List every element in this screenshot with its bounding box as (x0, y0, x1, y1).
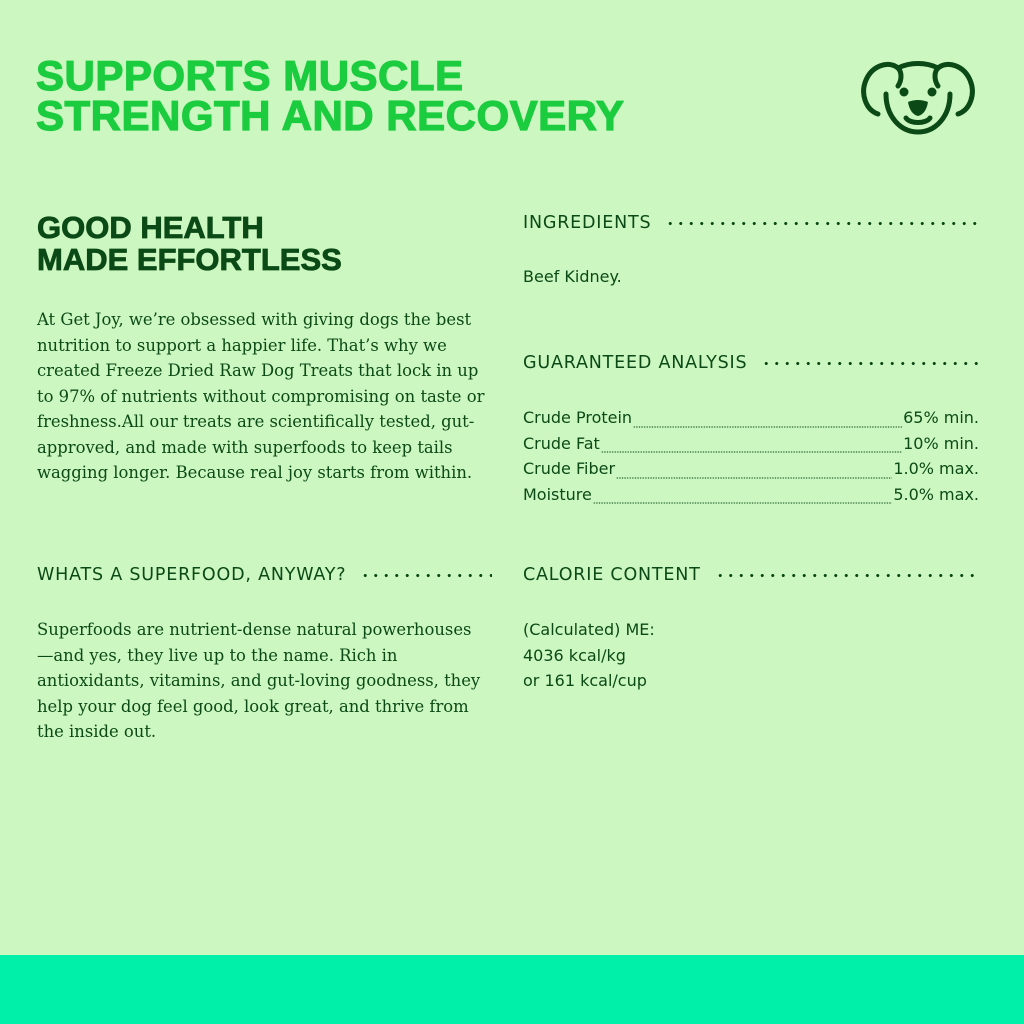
analysis-row (523, 485, 979, 511)
dotted-leader (633, 426, 902, 428)
dog-face-icon (856, 54, 980, 138)
superfood-heading (37, 565, 492, 585)
analysis-value: 1.0% max. (893, 459, 979, 478)
ingredients-heading (523, 213, 979, 233)
analysis-label: Crude Protein (523, 408, 633, 427)
calorie-content-text (523, 617, 655, 694)
calorie-line-2: 4036 kcal/kg (523, 645, 626, 665)
intro-paragraph: At Get Joy, we’re obsessed with giving dogs the best nutrition to support a happier life. That’s why we created Freeze Dried Raw Dog Treats that lock in up to 97% of nutrients without compromising on taste or freshness.All our treats are scientifically tested, gut-approved, and made with superfoods to keep tails wagging longer. Because real joy starts from within. (37, 310, 485, 482)
calorie-content-heading (523, 565, 979, 585)
ingredients-heading-label: INGREDIENTS (523, 213, 652, 233)
intro-title-line-2: MADE EFFORTLESS (37, 242, 342, 277)
dotted-leader (616, 477, 892, 479)
analysis-value: 5.0% max. (893, 484, 979, 504)
dotted-rule (665, 222, 979, 225)
calorie-line-3: or 161 kcal/cup (523, 671, 647, 690)
calorie-line-1: (Calculated) ME: (523, 620, 655, 639)
analysis-label: Moisture (523, 484, 592, 504)
guaranteed-analysis-heading-label: GUARANTEED ANALYSIS (523, 353, 748, 373)
guaranteed-analysis-heading (523, 353, 979, 373)
analysis-row (523, 408, 979, 434)
page-headline (36, 52, 625, 139)
dotted-rule (715, 574, 979, 577)
guaranteed-analysis-table (523, 408, 979, 510)
dotted-rule (360, 574, 492, 577)
headline-line-1: SUPPORTS MUSCLE (36, 52, 464, 99)
analysis-label: Crude Fiber (523, 459, 616, 478)
analysis-row (523, 459, 979, 485)
superfood-heading-label: WHATS A SUPERFOOD, ANYWAY? (37, 565, 347, 585)
intro-title (37, 212, 342, 276)
superfood-paragraph: Superfoods are nutrient-dense natural powerhouses—and yes, they live up to the name. Rich in antioxidants, vitamins, and gut-loving goodness, they help your dog feel good, look great, and thrive from the inside out. (37, 620, 481, 741)
analysis-row (523, 434, 979, 460)
analysis-label: Crude Fat (523, 433, 600, 453)
footer-band (0, 955, 1024, 1024)
dotted-leader (601, 451, 902, 453)
analysis-value: 65% min. (903, 408, 979, 427)
intro-title-line-1: GOOD HEALTH (37, 210, 264, 245)
dotted-rule (761, 362, 979, 365)
calorie-content-heading-label: CALORIE CONTENT (523, 565, 701, 585)
headline-line-2: STRENGTH AND RECOVERY (36, 92, 625, 139)
analysis-value: 10% min. (903, 433, 979, 453)
dotted-leader (593, 502, 892, 504)
ingredients-text: Beef Kidney. (523, 267, 622, 286)
